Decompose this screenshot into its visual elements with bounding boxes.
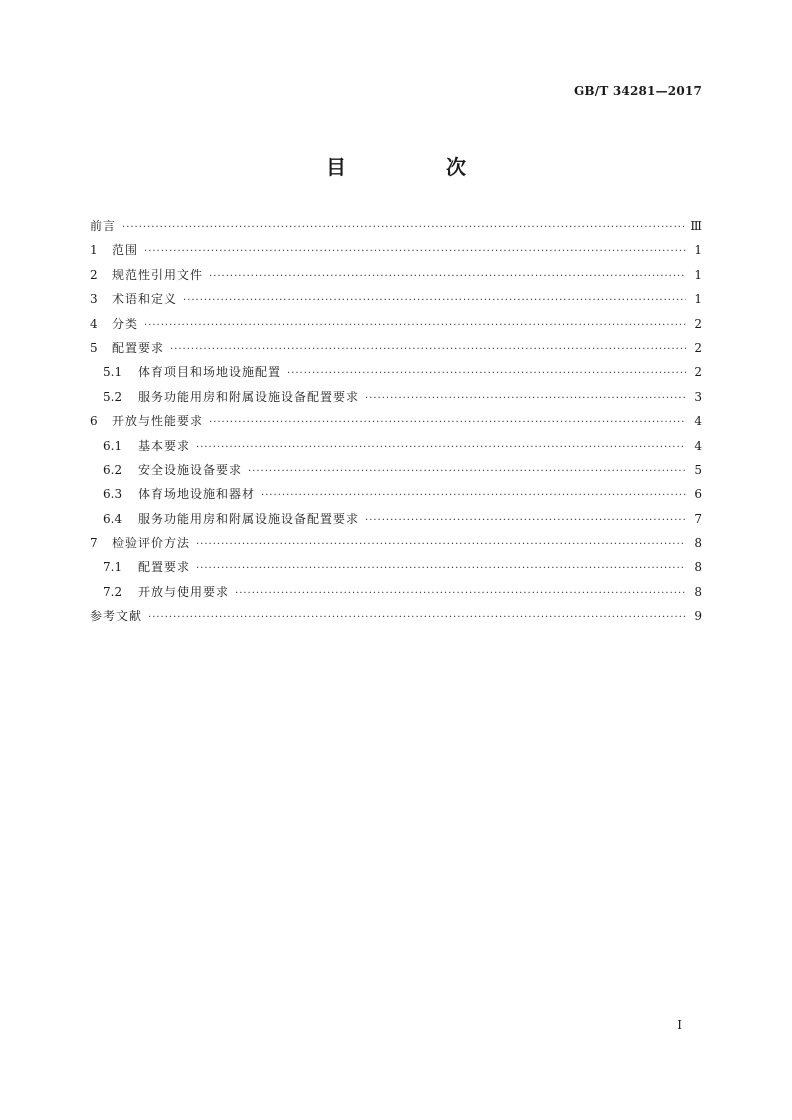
toc-entry[interactable] bbox=[90, 531, 702, 555]
toc-entry-label: 服务功能用房和附属设施设备配置要求 bbox=[138, 511, 360, 526]
toc-entry-number: 7.2 bbox=[103, 584, 123, 599]
toc-dot-leader bbox=[365, 387, 686, 411]
toc-entry[interactable] bbox=[90, 458, 702, 482]
toc-entry-page: 8 bbox=[694, 560, 702, 575]
toc-dot-leader bbox=[235, 582, 686, 606]
toc-entry-number: 6.3 bbox=[103, 487, 123, 502]
toc-entry-label: 开放与使用要求 bbox=[138, 584, 230, 599]
toc-entry-number: 1 bbox=[90, 243, 98, 258]
table-of-contents bbox=[90, 214, 702, 629]
toc-entry-page: 9 bbox=[694, 609, 702, 624]
toc-dot-leader bbox=[144, 240, 686, 264]
toc-dot-leader bbox=[248, 460, 686, 484]
toc-entry-label: 安全设施设备要求 bbox=[138, 462, 243, 477]
page-number: I bbox=[677, 1018, 682, 1032]
toc-entry[interactable] bbox=[90, 238, 702, 262]
toc-entry-number: 6 bbox=[90, 414, 98, 429]
toc-entry[interactable] bbox=[90, 409, 702, 433]
toc-entry[interactable] bbox=[90, 580, 702, 604]
toc-entry-label: 分类 bbox=[112, 316, 139, 331]
toc-entry[interactable] bbox=[90, 287, 702, 311]
toc-entry-page: 4 bbox=[694, 414, 702, 429]
toc-entry-label: 服务功能用房和附属设施设备配置要求 bbox=[138, 389, 360, 404]
toc-dot-leader bbox=[365, 509, 686, 533]
toc-entry-page: 1 bbox=[694, 243, 702, 258]
toc-entry-label: 基本要求 bbox=[138, 438, 191, 453]
toc-entry-page: 8 bbox=[694, 584, 702, 599]
toc-entry[interactable] bbox=[90, 336, 702, 360]
toc-entry[interactable] bbox=[90, 312, 702, 336]
toc-dot-leader bbox=[183, 289, 686, 313]
toc-dot-leader bbox=[196, 557, 686, 581]
toc-entry-label: 前言 bbox=[90, 219, 117, 233]
toc-entry-number: 7 bbox=[90, 536, 98, 551]
toc-dot-leader bbox=[287, 362, 686, 386]
toc-dot-leader bbox=[196, 436, 686, 460]
toc-entry-page: 2 bbox=[694, 316, 702, 331]
toc-entry-label: 参考文献 bbox=[90, 609, 143, 624]
toc-entry-label: 规范性引用文件 bbox=[112, 267, 204, 282]
toc-dot-leader bbox=[209, 411, 686, 435]
toc-entry-label: 术语和定义 bbox=[112, 292, 178, 307]
toc-entry-page: 5 bbox=[694, 462, 702, 477]
toc-entry-number: 6.1 bbox=[103, 438, 123, 453]
toc-entry-label: 配置要求 bbox=[112, 340, 165, 355]
toc-entry[interactable] bbox=[90, 604, 702, 628]
toc-entry[interactable] bbox=[90, 385, 702, 409]
toc-entry-label: 配置要求 bbox=[138, 560, 191, 575]
toc-entry[interactable] bbox=[90, 263, 702, 287]
toc-entry-label: 开放与性能要求 bbox=[112, 414, 204, 429]
toc-entry-number: 6.2 bbox=[103, 462, 123, 477]
toc-entry[interactable] bbox=[90, 507, 702, 531]
toc-entry-page: 1 bbox=[694, 292, 702, 307]
toc-entry-number: 6.4 bbox=[103, 511, 123, 526]
toc-dot-leader bbox=[209, 265, 686, 289]
toc-entry[interactable] bbox=[90, 555, 702, 579]
toc-entry-label: 范围 bbox=[112, 243, 139, 258]
toc-entry-number: 5 bbox=[90, 340, 98, 355]
toc-entry[interactable] bbox=[90, 434, 702, 458]
toc-entry-number: 3 bbox=[90, 292, 98, 307]
toc-entry-number: 2 bbox=[90, 267, 98, 282]
toc-dot-leader bbox=[122, 216, 684, 240]
toc-dot-leader bbox=[170, 338, 686, 362]
toc-entry-page: 6 bbox=[694, 487, 702, 502]
toc-entry-label: 体育项目和场地设施配置 bbox=[138, 365, 282, 380]
toc-entry-number: 7.1 bbox=[103, 560, 123, 575]
toc-entry-label: 体育场地设施和器材 bbox=[138, 487, 256, 502]
toc-entry-page: 8 bbox=[694, 536, 702, 551]
toc-entry[interactable] bbox=[90, 214, 702, 238]
toc-dot-leader bbox=[144, 314, 686, 338]
toc-entry-page: 2 bbox=[694, 340, 702, 355]
toc-entry-page: 1 bbox=[694, 267, 702, 282]
toc-entry[interactable] bbox=[90, 360, 702, 384]
toc-entry-label: 检验评价方法 bbox=[112, 536, 191, 551]
toc-entry-page: 3 bbox=[694, 389, 702, 404]
toc-entry-page: Ⅲ bbox=[690, 219, 702, 233]
toc-entry-number: 5.1 bbox=[103, 365, 123, 380]
toc-entry-page: 7 bbox=[694, 511, 702, 526]
toc-dot-leader bbox=[261, 484, 686, 508]
page-title: 目 次 bbox=[326, 155, 506, 179]
toc-entry-number: 4 bbox=[90, 316, 98, 331]
toc-entry-number: 5.2 bbox=[103, 389, 123, 404]
toc-entry[interactable] bbox=[90, 482, 702, 506]
toc-entry-page: 4 bbox=[694, 438, 702, 453]
toc-dot-leader bbox=[196, 533, 686, 557]
toc-entry-page: 2 bbox=[694, 365, 702, 380]
standard-number: GB/T 34281—2017 bbox=[573, 84, 702, 98]
toc-dot-leader bbox=[148, 606, 686, 630]
